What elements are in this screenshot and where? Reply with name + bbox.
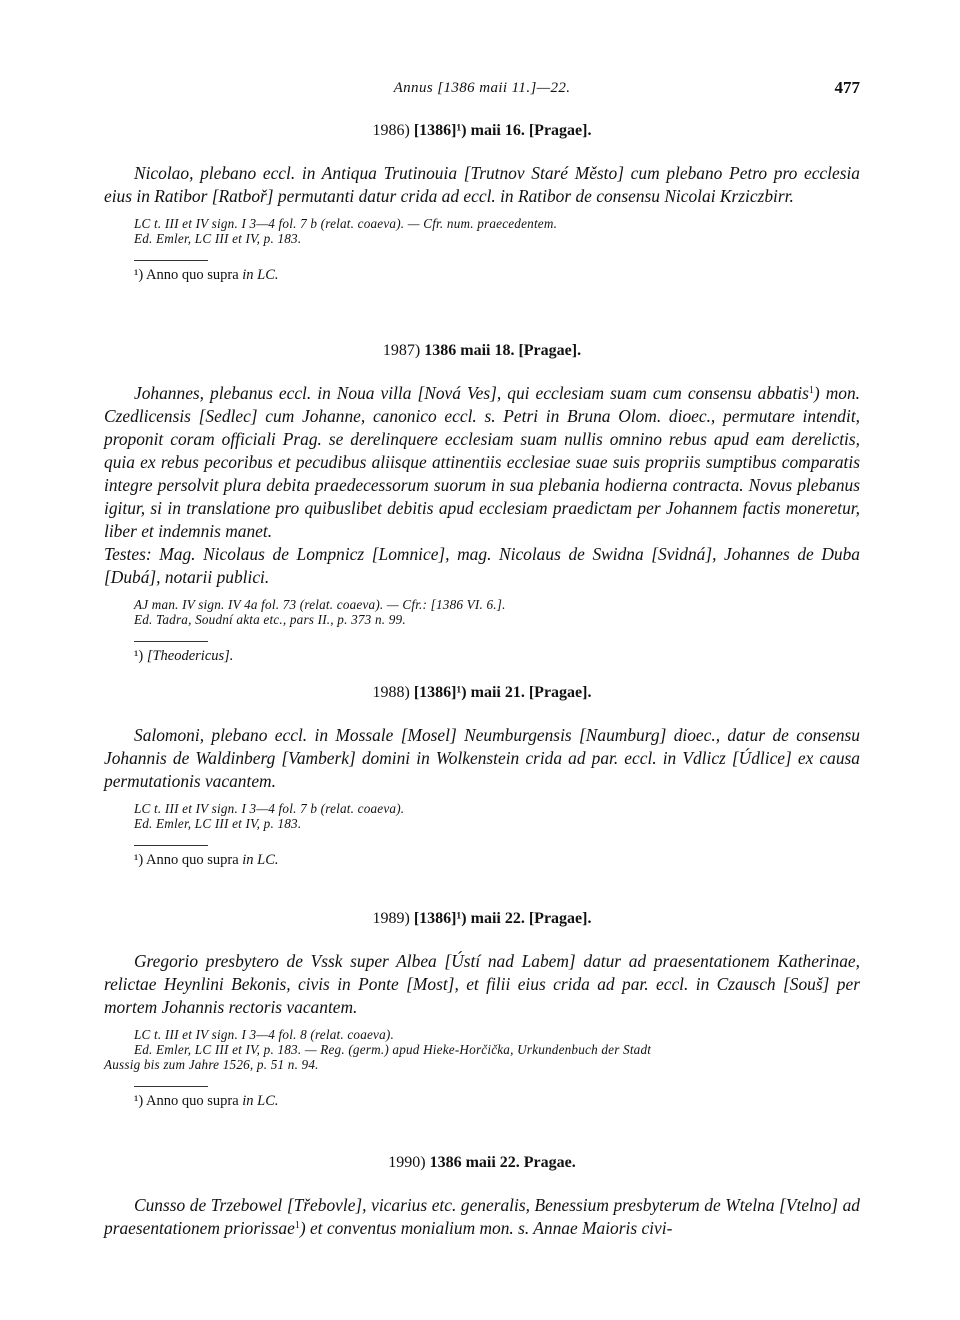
footnote-rule [134,641,208,642]
entry-number: 1987) [382,342,421,359]
footnote [104,852,860,869]
note-reference: 1 [294,1220,300,1231]
footnote-text: Anno quo supra [146,852,239,868]
entry-text [104,382,860,543]
footnote [104,1093,860,1110]
entry-sources [104,1027,860,1072]
footnote-rule [134,260,208,261]
witnesses: Testes: Mag. Nicolaus de Lompnicz [Lomnice], mag. Nicolaus de Swidna [Svidná], Johannes de Duba [Dubá], notarii publici. [104,544,860,587]
entry-text: Salomoni, plebano eccl. in Mossale [Mosel] Neumburgensis [Naumburg] dioec., datur de consensu Johannis de Waldinberg [Vamberk] domini in Wolkenstein crida ad par. eccl. in Vdlicz [Údlice] ex causa permutationis vacantem. [104,725,860,791]
page-number: 477 [834,78,860,97]
running-title: Annus [1386 maii 11.]—22. [393,80,571,96]
entry-number: 1990) [388,1154,426,1171]
footnote-mark: ¹) [134,267,144,283]
entry-number: 1988) [372,684,410,701]
footnote-rule [134,845,208,846]
source-line: Ed. Emler, LC III et IV, p. 183. — Reg. (germ.) apud Hieke-Horčička, Urkundenbuch der Stadt [134,1042,652,1057]
source-line: LC t. III et IV sign. I 3—4 fol. 7 b (relat. coaeva). — Cfr. num. praecedentem. [134,216,558,231]
footnote-text: in LC. [242,1093,279,1109]
entry-heading [104,1154,860,1172]
entry-sources [104,801,860,831]
entry-date: 1386 maii 22. Pragae. [429,1154,576,1171]
entry-text-part: ) mon. Czedlicensis [Sedlec] cum Johanne, canonico eccl. s. Petri in Bruna Olom. dioec., permutare intendit, proponit coram officiali Prag. se derelinquere ecclesiam suam nullis omnino rebus apud eam derelictis, quia ex rebus pecoribus et pecudibus aliisque attinentiis ecclesiae suae suis propriis sumptibus comparatis integre persolvit plura debita praedecessorum suorum in sua plebania hodierna contracta. Novus plebanus igitur, si in translatione pro quibuslibet debitis apud ecclesiam praedictam per Johannem factis moneretur, liber et indemnis manet. [104,383,861,541]
entry-1989 [104,910,860,1110]
entry-date: [1386]¹) maii 21. [Pragae]. [413,684,592,701]
footnote [104,648,860,665]
entry-sources [104,597,860,627]
footnote [104,267,860,284]
source-line: Ed. Emler, LC III et IV, p. 183. [134,231,302,246]
entry-heading [104,910,860,928]
running-head [104,80,860,100]
source-line: LC t. III et IV sign. I 3—4 fol. 8 (relat. coaeva). [134,1027,394,1042]
source-line: AJ man. IV sign. IV 4a fol. 73 (relat. coaeva). — Cfr.: [1386 VI. 6.]. [134,597,506,612]
entry-date: [1386]¹) maii 16. [Pragae]. [413,122,592,139]
entry-heading [104,342,860,360]
entry-number: 1989) [372,910,410,927]
footnote-text: Anno quo supra [146,1093,239,1109]
footnote-text: [Theodericus]. [146,648,234,664]
source-line: Aussig bis zum Jahre 1526, p. 51 n. 94. [104,1057,319,1072]
entry-text [104,1194,860,1240]
footnote-text: Anno quo supra [146,267,239,283]
entry-1990 [104,1154,860,1240]
entry-heading [104,122,860,140]
entry-text: Gregorio presbytero de Vssk super Albea [Ústí nad Labem] datur ad praesentationem Katherinae, relictae Heynlini Bekonis, civis in Ponte [Most], et filii eius crida ad par. eccl. in Czausch [Souš] per mortem Johannis rectoris vacantem. [104,951,860,1017]
entry-heading [104,684,860,702]
source-line: Ed. Emler, LC III et IV, p. 183. [134,816,302,831]
entry-1987 [104,342,860,665]
footnote-text: in LC. [242,267,279,283]
entry-number: 1986) [372,122,410,139]
entry-text-part: ) et conventus monialium mon. s. Annae Maioris civi- [299,1218,673,1238]
entry-sources [104,216,860,246]
footnote-mark: ¹) [134,1093,144,1109]
entry-1986 [104,122,860,284]
entry-1988 [104,684,860,869]
entry-date: [1386]¹) maii 22. [Pragae]. [413,910,592,927]
footnote-mark: ¹) [134,852,144,868]
entry-text-part: Cunsso de Trzebowel [Třebovle], vicarius etc. generalis, Benessium presbyterum de Wtelna [Vtelno] ad praesentationem priorissae [104,1195,860,1238]
source-line: LC t. III et IV sign. I 3—4 fol. 7 b (relat. coaeva). [134,801,405,816]
entry-text-part: Johannes, plebanus eccl. in Noua villa [Nová Ves], qui ecclesiam suam cum consensu abbatis [134,383,809,403]
footnote-text: in LC. [242,852,279,868]
entry-date: 1386 maii 18. [Pragae]. [424,342,582,359]
footnote-rule [134,1086,208,1087]
source-line: Ed. Tadra, Soudní akta etc., pars II., p. 373 n. 99. [134,612,406,627]
entry-text: Nicolao, plebano eccl. in Antiqua Trutinouia [Trutnov Staré Město] cum plebano Petro pro ecclesia eius in Ratibor [Ratboř] permutanti datur crida ad eccl. in Ratibor de consensu Nicolai Krziczbirr. [104,163,860,206]
note-reference: 1 [808,385,814,396]
footnote-mark: ¹) [134,648,144,664]
